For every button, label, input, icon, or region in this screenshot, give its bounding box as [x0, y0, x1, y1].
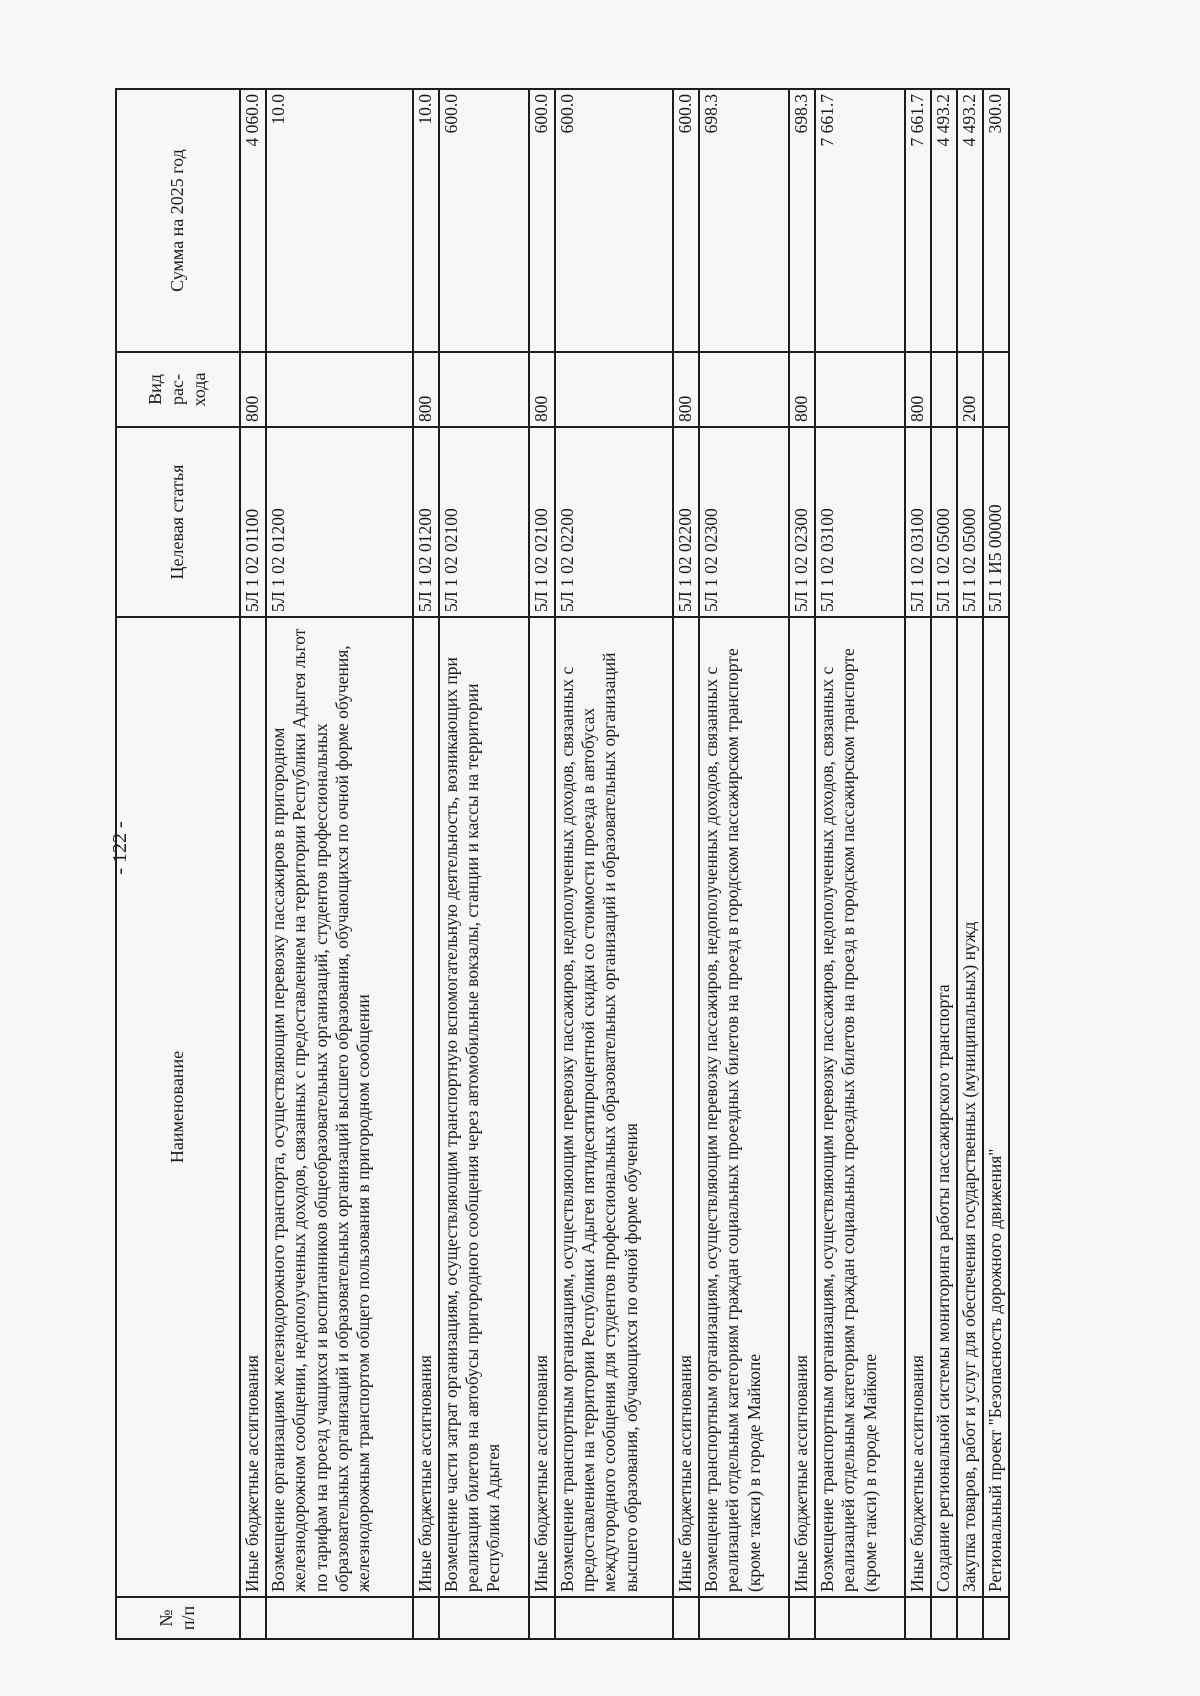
header-sum: Сумма на 2025 год [116, 89, 240, 352]
cell-kind [439, 352, 529, 427]
cell-code: 5Л 1 02 03100 [905, 427, 931, 617]
cell-name: Иные бюджетные ассигнования [240, 617, 266, 1597]
table-row [931, 89, 957, 1639]
table-row [529, 89, 555, 1639]
cell-no [957, 1597, 983, 1639]
table-row [555, 89, 673, 1639]
cell-name: Иные бюджетные ассигнования [673, 617, 699, 1597]
cell-sum: 4 493.2 [931, 89, 957, 352]
table-row [983, 89, 1009, 1639]
cell-code: 5Л 1 02 02300 [699, 427, 789, 617]
cell-name: Иные бюджетные ассигнования [905, 617, 931, 1597]
cell-kind: 800 [413, 352, 439, 427]
header-code: Целевая статья [116, 427, 240, 617]
cell-code: 5Л 1 02 02100 [529, 427, 555, 617]
cell-sum: 698.3 [789, 89, 815, 352]
cell-kind [699, 352, 789, 427]
table-container [115, 90, 1010, 1640]
table-row [266, 89, 413, 1639]
cell-code: 5Л 1 И5 00000 [983, 427, 1009, 617]
table-row [905, 89, 931, 1639]
cell-no [699, 1597, 789, 1639]
cell-code: 5Л 1 02 02100 [439, 427, 529, 617]
cell-code: 5Л 1 02 05000 [931, 427, 957, 617]
cell-sum: 7 661.7 [905, 89, 931, 352]
budget-table [115, 88, 1010, 1640]
cell-code: 5Л 1 02 02200 [673, 427, 699, 617]
cell-name: Иные бюджетные ассигнования [789, 617, 815, 1597]
cell-code: 5Л 1 02 02300 [789, 427, 815, 617]
cell-name: Возмещение транспортным организациям, осуществляющим перевозку пассажиров, недополученных доходов, связанных с реализацией отдельным категориям граждан социальных проездных билетов на проезд в городском пассажирском транспорте (кроме такси) в городе Майкопе [699, 617, 789, 1597]
cell-no [983, 1597, 1009, 1639]
cell-no [815, 1597, 905, 1639]
cell-sum: 600.0 [529, 89, 555, 352]
table-header [116, 89, 240, 1639]
cell-code: 5Л 1 02 05000 [957, 427, 983, 617]
cell-name: Иные бюджетные ассигнования [413, 617, 439, 1597]
cell-kind [815, 352, 905, 427]
cell-no [266, 1597, 413, 1639]
table-row [957, 89, 983, 1639]
cell-no [240, 1597, 266, 1639]
cell-no [673, 1597, 699, 1639]
cell-kind: 200 [957, 352, 983, 427]
cell-kind: 800 [905, 352, 931, 427]
header-no: № п/п [116, 1597, 240, 1639]
cell-no [439, 1597, 529, 1639]
cell-code: 5Л 1 02 01200 [413, 427, 439, 617]
cell-code: 5Л 1 02 01200 [266, 427, 413, 617]
cell-name: Возмещение организациям железнодорожного транспорта, осуществляющим перевозку пассажиров в пригородном железнодорожном сообщении, недополученных доходов, связанных с предоставлением на территории Республики Адыгея льгот по тарифам на проезд учащихся и воспитанников общеобразовательных организаций, студентов профессиональных образовательных организаций и образовательных организаций высшего образования, обучающихся по очной форме обучения, железнодорожным транспортом общего пользования в пригородном сообщении [266, 617, 413, 1597]
cell-code: 5Л 1 02 02200 [555, 427, 673, 617]
cell-sum: 10.0 [266, 89, 413, 352]
cell-no [931, 1597, 957, 1639]
cell-kind [555, 352, 673, 427]
table-row [240, 89, 266, 1639]
cell-sum: 4 060.0 [240, 89, 266, 352]
cell-no [905, 1597, 931, 1639]
cell-kind: 800 [529, 352, 555, 427]
cell-name: Иные бюджетные ассигнования [529, 617, 555, 1597]
cell-sum: 300.0 [983, 89, 1009, 352]
table-row [439, 89, 529, 1639]
cell-no [413, 1597, 439, 1639]
cell-sum: 600.0 [673, 89, 699, 352]
cell-sum: 4 493.2 [957, 89, 983, 352]
table-rotated-wrapper [115, 90, 1010, 1640]
cell-kind: 800 [789, 352, 815, 427]
cell-kind [983, 352, 1009, 427]
cell-name: Возмещение транспортным организациям, осуществляющим перевозку пассажиров, недополученных доходов, связанных с реализацией отдельным категориям граждан социальных проездных билетов на проезд в городском пассажирском транспорте (кроме такси) в городе Майкопе [815, 617, 905, 1597]
cell-no [555, 1597, 673, 1639]
header-name: Наименование [116, 617, 240, 1597]
cell-no [789, 1597, 815, 1639]
table-row [699, 89, 789, 1639]
cell-name: Возмещение транспортным организациям, осуществляющим перевозку пассажиров, недополученных доходов, связанных с предоставлением на территории Республики Адыгея пятидесятипроцентной скидки со стоимости проезда в автобусах междугородного сообщения для студентов профессиональных образовательных организаций и образовательных организаций высшего образования, обучающихся по очной форме обучения [555, 617, 673, 1597]
cell-kind: 800 [673, 352, 699, 427]
cell-kind [266, 352, 413, 427]
cell-no [529, 1597, 555, 1639]
cell-sum: 600.0 [555, 89, 673, 352]
table-row [413, 89, 439, 1639]
cell-name: Создание региональной системы мониторинга работы пассажирского транспорта [931, 617, 957, 1597]
cell-sum: 698.3 [699, 89, 789, 352]
header-kind: Вид рас- хода [116, 352, 240, 427]
cell-name: Возмещение части затрат организациям, осуществляющим транспортную вспомогательную деятельность, возникающих при реализации билетов на автобусы пригородного сообщения через автомобильные вокзалы, станции и кассы на территории Республики Адыгея [439, 617, 529, 1597]
table-row [673, 89, 699, 1639]
cell-name: Региональный проект "Безопасность дорожного движения" [983, 617, 1009, 1597]
table-row [815, 89, 905, 1639]
table-body [240, 89, 1009, 1639]
cell-sum: 600.0 [439, 89, 529, 352]
cell-sum: 7 661.7 [815, 89, 905, 352]
page-number: - 122 - [109, 821, 131, 875]
cell-code: 5Л 1 02 01100 [240, 427, 266, 617]
cell-sum: 10.0 [413, 89, 439, 352]
cell-kind [931, 352, 957, 427]
cell-kind: 800 [240, 352, 266, 427]
cell-code: 5Л 1 02 03100 [815, 427, 905, 617]
cell-name: Закупка товаров, работ и услуг для обеспечения государственных (муниципальных) нужд [957, 617, 983, 1597]
table-row [789, 89, 815, 1639]
